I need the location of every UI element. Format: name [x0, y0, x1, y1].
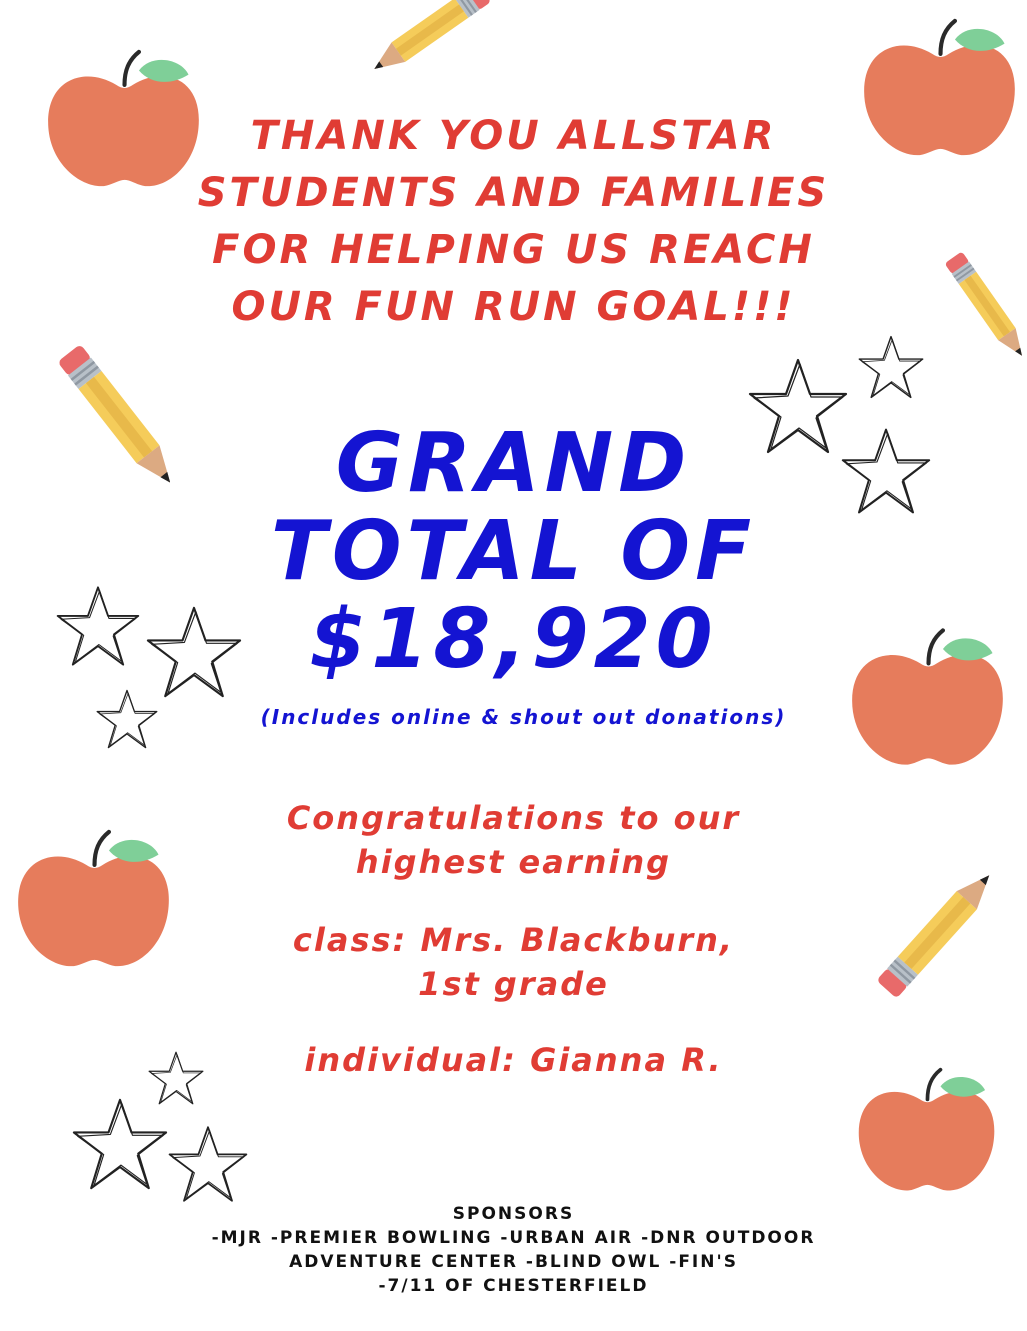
sponsors-line: ADVENTURE CENTER -BLIND OWL -FIN'S — [289, 1252, 738, 1272]
headline-line: FOR HELPING US REACH — [212, 227, 815, 273]
star-icon — [168, 1124, 248, 1204]
individual-award: individual: Gianna R. — [304, 1041, 723, 1079]
congrats-line: Congratulations to our — [286, 799, 741, 837]
congrats-line: highest earning — [355, 843, 672, 881]
sponsors-line: -7/11 OF CHESTERFIELD — [378, 1276, 649, 1296]
thank-you-headline — [0, 108, 1027, 336]
pencil-icon — [370, 0, 530, 100]
grand-total-line: GRAND — [335, 416, 692, 511]
class-award — [0, 918, 1027, 1006]
class-award-line: 1st grade — [418, 965, 609, 1003]
congratulations-text — [0, 796, 1027, 884]
grand-total-amount: $18,920 — [309, 592, 718, 687]
includes-note: (Includes online & shout out donations) — [260, 705, 787, 729]
grand-total-line: TOTAL OF — [270, 504, 757, 599]
star-icon — [72, 1096, 168, 1192]
sponsors-section — [0, 1202, 1027, 1298]
apple-icon — [842, 1066, 1012, 1196]
headline-line: OUR FUN RUN GOAL!!! — [231, 284, 796, 330]
star-icon — [858, 334, 924, 400]
headline-line: THANK YOU ALLSTAR — [250, 113, 777, 159]
class-award-line: class: Mrs. Blackburn, — [292, 921, 735, 959]
headline-line: STUDENTS AND FAMILIES — [197, 170, 830, 216]
sponsors-line: -MJR -PREMIER BOWLING -URBAN AIR -DNR OUTDOOR — [211, 1228, 816, 1248]
sponsors-heading: SPONSORS — [452, 1204, 575, 1224]
grand-total — [0, 416, 1027, 687]
